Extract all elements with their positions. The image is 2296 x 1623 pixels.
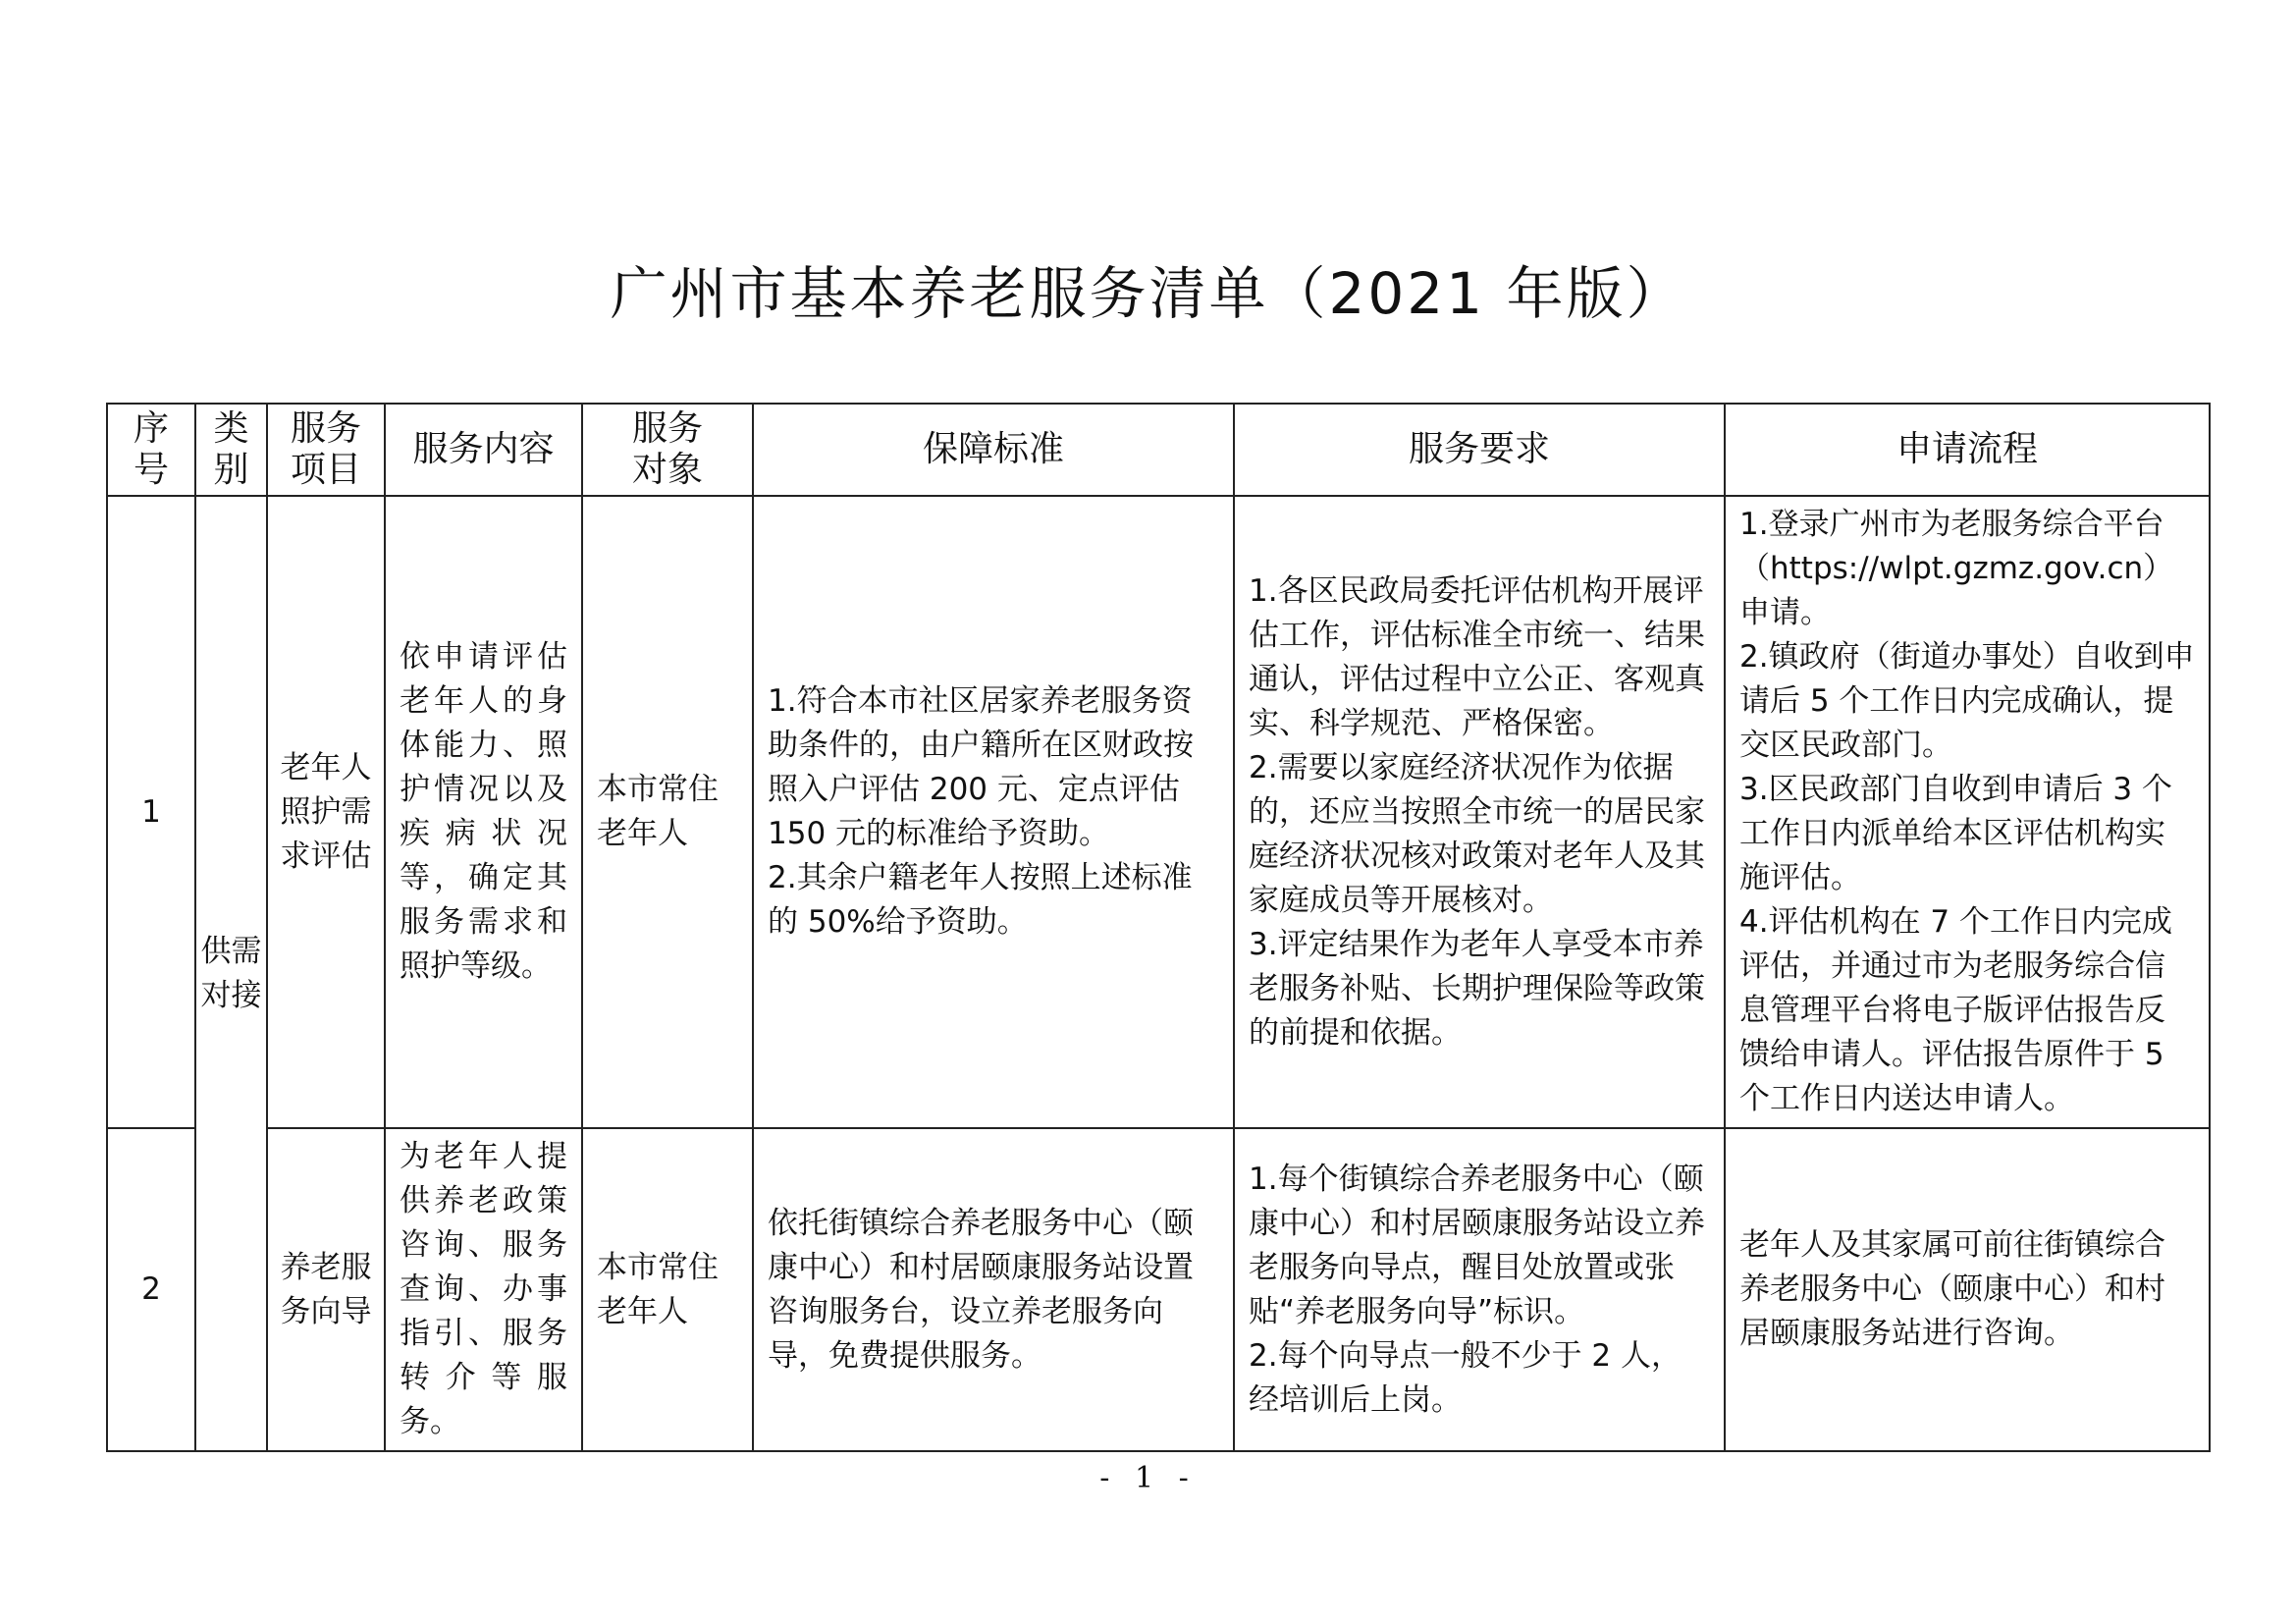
row-content: 为老年人提供养老政策咨询、服务查询、办事指引、服务转介等服务。 <box>385 1128 582 1451</box>
table-row <box>107 1128 2210 1451</box>
row-item: 养老服务向导 <box>267 1128 385 1451</box>
standard-item: 2.其余户籍老年人按照上述标准的 50%给予资助。 <box>768 860 1193 940</box>
header-content: 服务内容 <box>385 404 582 496</box>
row-standard <box>753 1128 1234 1451</box>
header-item-line1: 服务 <box>290 408 361 449</box>
header-standard: 保障标准 <box>753 404 1234 496</box>
requirement-item: 1.各区民政局委托评估机构开展评估工作，评估标准全市统一、结果通认，评估过程中立公正、客观真实、科学规范、严格保密。 <box>1249 572 1705 741</box>
table-row <box>107 496 2210 1128</box>
row-target: 本市常住老年人 <box>582 496 753 1128</box>
requirement-item: 2.需要以家庭经济状况作为依据的，还应当按照全市统一的居民家庭经济状况核对政策对老年人及其家庭成员等开展核对。 <box>1249 749 1705 918</box>
standard-item: 1.符合本市社区居家养老服务资助条件的，由户籍所在区财政按照入户评估 200 元、定点评估 150 元的标准给予资助。 <box>768 683 1194 851</box>
row-seq: 2 <box>107 1128 195 1451</box>
row-item: 老年人照护需求评估 <box>267 496 385 1128</box>
header-target-line1: 服务 <box>631 408 703 449</box>
requirement-item: 3.评定结果作为老年人享受本市养老服务补贴、长期护理保险等政策的前提和依据。 <box>1249 926 1705 1051</box>
header-seq-line2: 号 <box>133 450 169 490</box>
row-seq: 1 <box>107 496 195 1128</box>
page-number: - 1 - <box>1099 1461 1197 1495</box>
process-step: 4.评估机构在 7 个工作日内完成评估，并通过市为老服务综合信息管理平台将电子版评估报告反馈给申请人。评估报告原件于 5 个工作日内送达申请人。 <box>1739 904 2173 1116</box>
header-category-line2: 别 <box>213 450 249 490</box>
row-target: 本市常住老年人 <box>582 1128 753 1451</box>
requirement-item: 1.每个街镇综合养老服务中心（颐康中心）和村居颐康服务站设立养老服务向导点，醒目处放置或张贴“养老服务向导”标识。 <box>1249 1161 1705 1329</box>
row-process <box>1725 496 2210 1128</box>
header-seq <box>107 404 195 496</box>
service-list-table <box>106 403 2211 1452</box>
header-target-line2: 对象 <box>631 450 703 490</box>
requirement-item: 2.每个向导点一般不少于 2 人，经培训后上岗。 <box>1249 1337 1682 1418</box>
process-step: 1.登录广州市为老服务综合平台（https://wlpt.gzmz.gov.cn）申请。 <box>1739 507 2174 630</box>
header-process: 申请流程 <box>1725 404 2210 496</box>
header-item-line2: 项目 <box>290 450 361 490</box>
row-requirements <box>1234 1128 1725 1451</box>
process-step: 2.镇政府（街道办事处）自收到申请后 5 个工作日内完成确认，提交区民政部门。 <box>1739 639 2195 763</box>
standard-item: 依托街镇综合养老服务中心（颐康中心）和村居颐康服务站设置咨询服务台，设立养老服务向导，免费提供服务。 <box>768 1205 1194 1374</box>
header-category <box>195 404 267 496</box>
process-step: 老年人及其家属可前往街镇综合养老服务中心（颐康中心）和村居颐康服务站进行咨询。 <box>1739 1227 2165 1351</box>
header-target <box>582 404 753 496</box>
category-cell: 供需对接 <box>195 496 267 1451</box>
document-title: 广州市基本养老服务清单（2021 年版） <box>610 260 1686 327</box>
row-requirements <box>1234 496 1725 1128</box>
header-category-line1: 类 <box>213 408 249 449</box>
process-step: 3.区民政部门自收到申请后 3 个工作日内派单给本区评估机构实施评估。 <box>1739 772 2173 895</box>
row-process <box>1725 1128 2210 1451</box>
header-item <box>267 404 385 496</box>
row-standard <box>753 496 1234 1128</box>
header-requirements: 服务要求 <box>1234 404 1725 496</box>
table-header-row <box>107 404 2210 496</box>
row-content: 依申请评估老年人的身体能力、照护情况以及疾病状况等，确定其服务需求和照护等级。 <box>385 496 582 1128</box>
header-seq-line1: 序 <box>133 408 169 449</box>
